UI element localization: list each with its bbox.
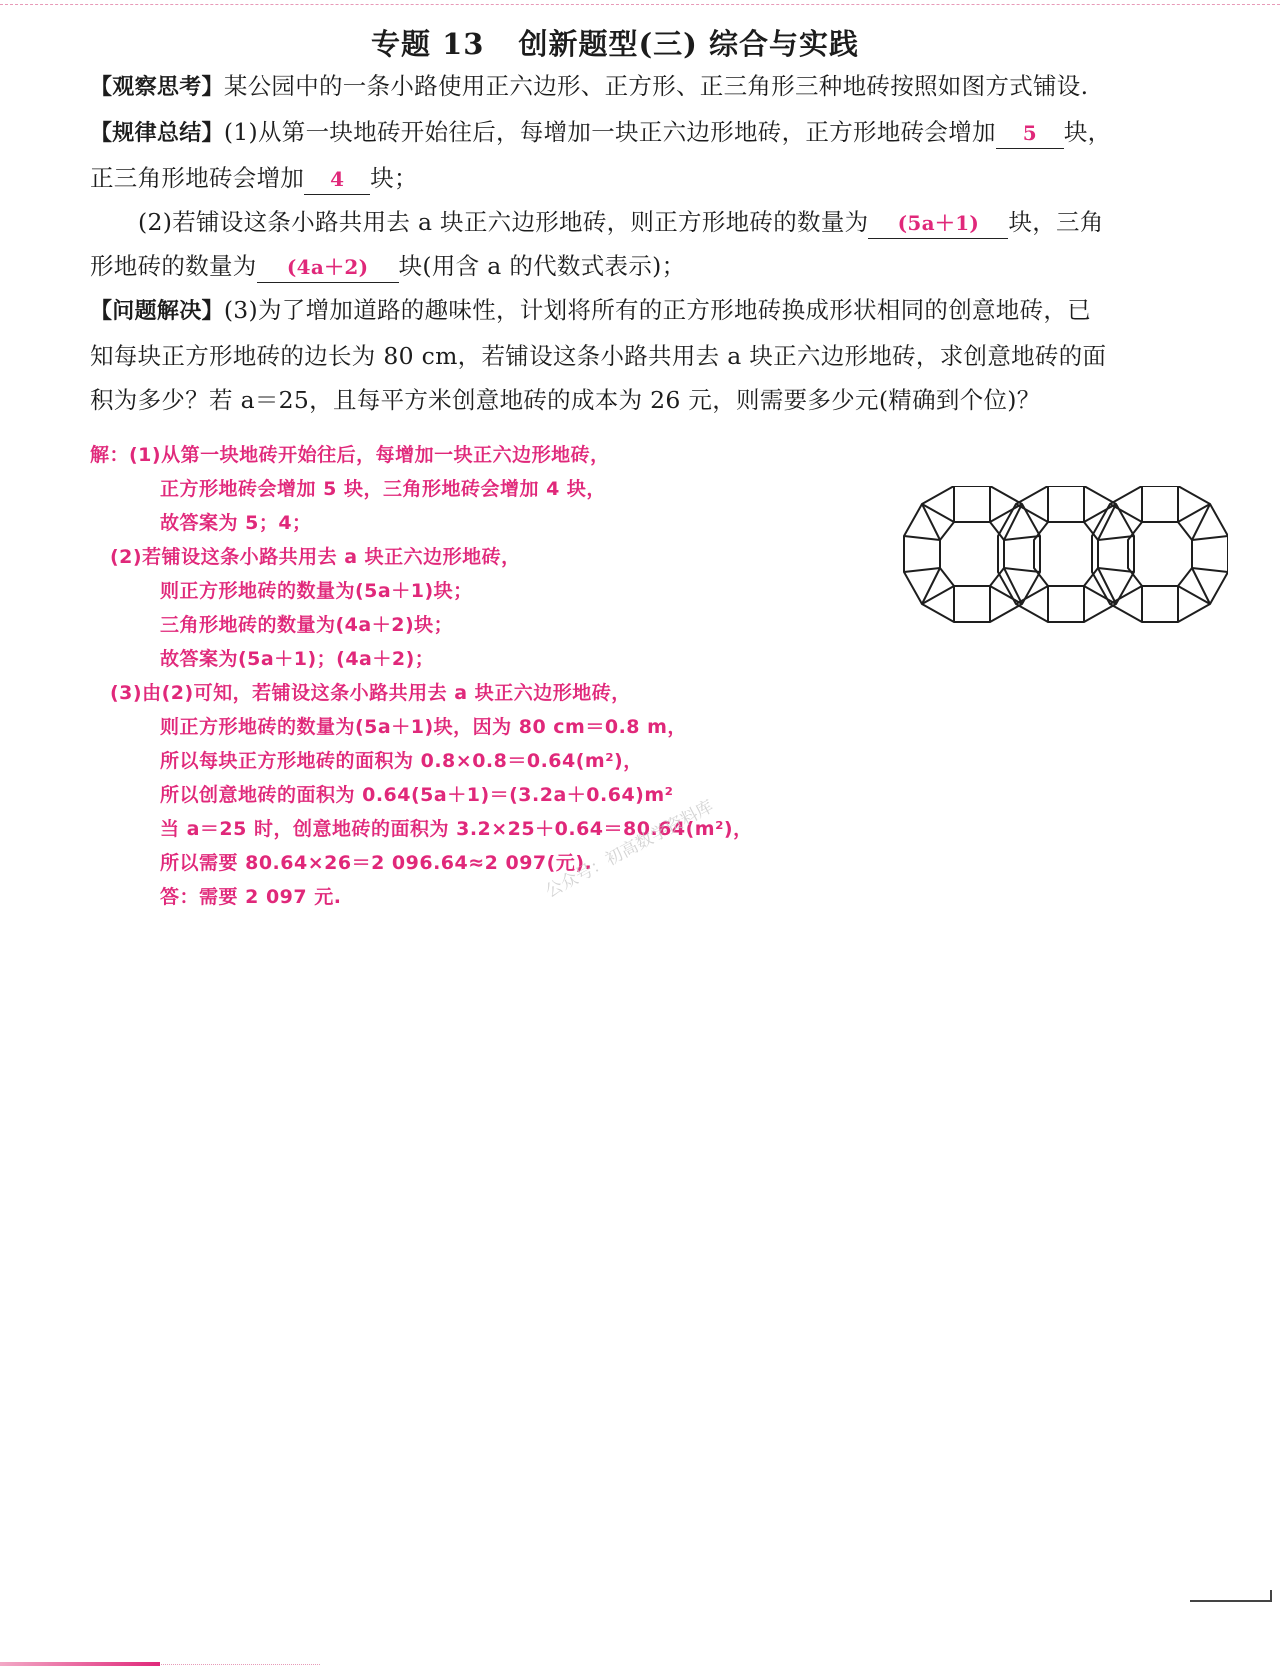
topic-title: 创新题型(三) 综合与实践 <box>518 27 859 61</box>
q3-line-1: (3)为了增加道路的趣味性，计划将所有的正方形地砖换成形状相同的创意地砖，已 <box>223 296 1091 324</box>
q2-paragraph-cont <box>90 244 1230 288</box>
q3-line-3: 积为多少？若 a＝25，且每平方米创意地砖的成本为 26 元，则需要多少元(精确到个位)？ <box>90 386 1041 414</box>
rule-tag: 【规律总结】 <box>90 121 224 146</box>
solve-tag: 【问题解决】 <box>90 299 224 324</box>
q2-text-d: 块(用含 a 的代数式表示)； <box>398 252 686 280</box>
question-block <box>90 64 1230 422</box>
q1-text-c: 正三角形地砖会增加 <box>90 164 305 192</box>
solution-line: 所以需要 80.64×26＝2 096.64≈2 097(元). <box>160 852 593 874</box>
q1-paragraph <box>90 110 1230 200</box>
solution-line: 故答案为(5a＋1)；(4a＋2)； <box>160 648 435 670</box>
q1-answer-blank-2: 4 <box>304 164 370 195</box>
tiling-figure-detail <box>902 486 1228 624</box>
q1-answer-blank-1: 5 <box>996 118 1064 149</box>
watermark-text: 公众号：初高数学资料库 <box>542 796 717 903</box>
solution-line: 当 a＝25 时，创意地砖的面积为 3.2×25＋0.64＝80.64(m²)， <box>160 818 753 840</box>
page-corner-mark <box>1190 1590 1272 1602</box>
solution-block <box>90 438 850 914</box>
solution-line: 则正方形地砖的数量为(5a＋1)块，因为 80 cm＝0.8 m， <box>160 716 687 738</box>
page-title <box>0 22 1230 63</box>
solution-line: 三角形地砖的数量为(4a＋2)块； <box>160 614 454 636</box>
observe-text: 某公园中的一条小路使用正六边形、正方形、正三角形三种地砖按照如图方式铺设. <box>223 72 1089 100</box>
q3-line-2: 知每块正方形地砖的边长为 80 cm，若铺设这条小路共用去 a 块正六边形地砖，求创意地砖的面 <box>90 342 1107 370</box>
solution-line: 则正方形地砖的数量为(5a＋1)块； <box>160 580 473 602</box>
q1-text-a: (1)从第一块地砖开始往后，每增加一块正六边形地砖，正方形地砖会增加 <box>223 118 996 146</box>
solution-line: 故答案为 5；4； <box>160 512 312 534</box>
topic-number: 专题 13 <box>371 27 485 61</box>
observe-paragraph <box>90 64 1230 110</box>
solution-line: 所以每块正方形地砖的面积为 0.8×0.8＝0.64(m²)， <box>160 750 643 772</box>
q2-text-b: 块，三角 <box>1008 208 1104 236</box>
tile-group-3 <box>1092 486 1228 622</box>
q2-answer-blank-1: (5a＋1) <box>868 208 1008 239</box>
observe-tag: 【观察思考】 <box>90 75 224 100</box>
q2-text-c: 形地砖的数量为 <box>90 252 257 280</box>
footer-accent-bar <box>0 1662 160 1666</box>
solution-line: 正方形地砖会增加 5 块，三角形地砖会增加 4 块， <box>160 478 606 500</box>
top-border-line <box>0 4 1280 5</box>
solution-line: 解：(1)从第一块地砖开始往后，每增加一块正六边形地砖， <box>90 444 610 466</box>
q3-paragraph <box>90 288 1230 422</box>
solution-line: 所以创意地砖的面积为 0.64(5a＋1)＝(3.2a＋0.64)m² <box>160 784 674 806</box>
solution-line: 答：需要 2 097 元. <box>160 886 342 908</box>
q2-text-a: (2)若铺设这条小路共用去 a 块正六边形地砖，则正方形地砖的数量为 <box>138 208 869 236</box>
q1-text-d: 块； <box>370 164 418 192</box>
solution-line: (2)若铺设这条小路共用去 a 块正六边形地砖， <box>110 546 521 568</box>
q1-text-b: 块， <box>1063 118 1112 146</box>
q2-answer-blank-2: (4a＋2) <box>257 252 399 283</box>
q2-paragraph <box>90 200 1230 244</box>
solution-line: (3)由(2)可知，若铺设这条小路共用去 a 块正六边形地砖， <box>110 682 631 704</box>
